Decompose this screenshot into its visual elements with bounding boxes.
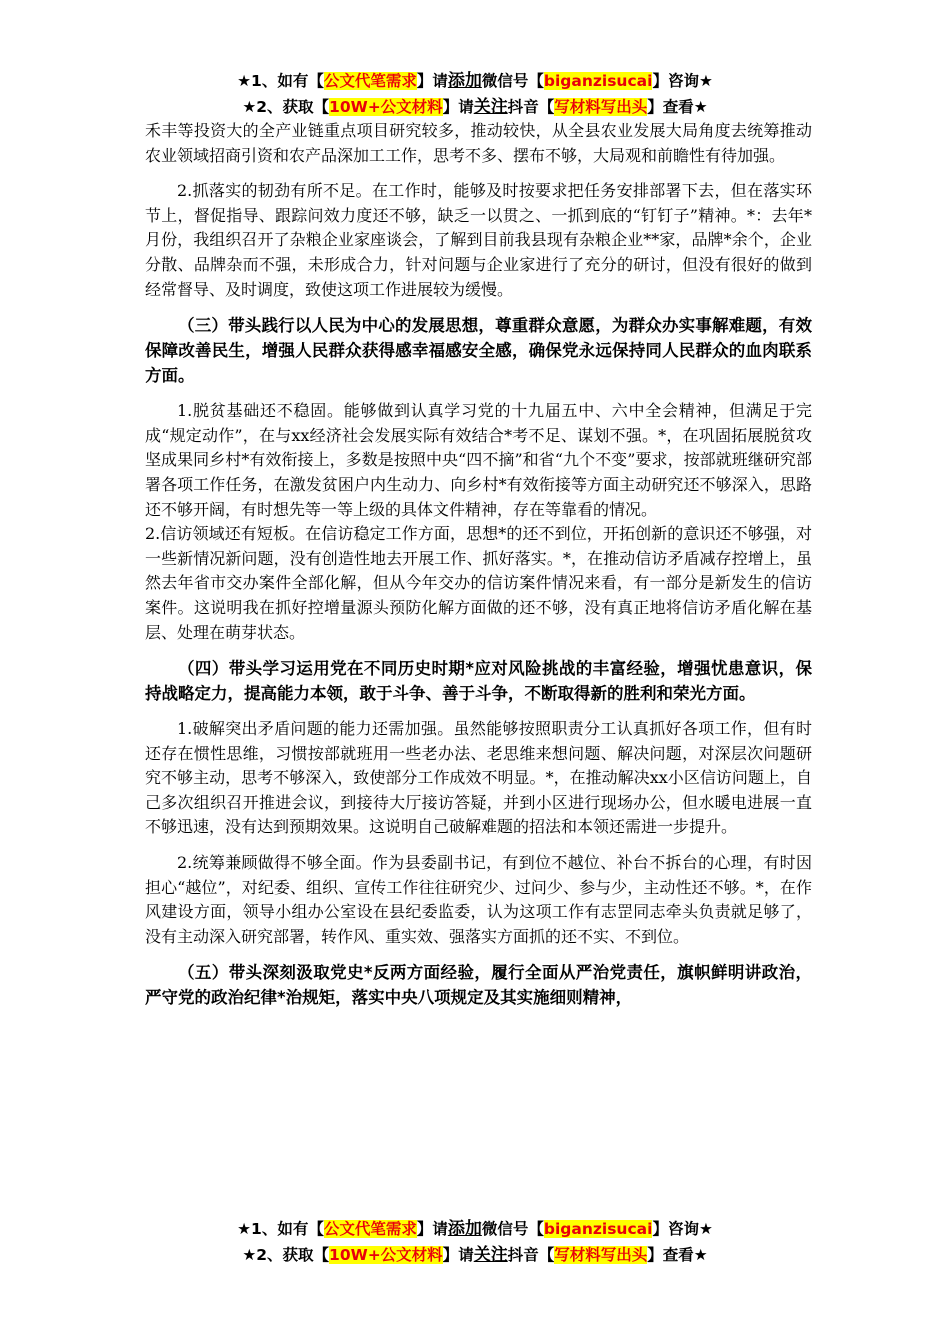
banner-emphasis: 添加	[447, 71, 482, 91]
banner-highlight: 写材料写出头	[554, 98, 648, 116]
top-banner	[0, 68, 950, 120]
banner-emphasis: 关注	[473, 97, 508, 117]
banner-highlight: 公文代笔需求	[323, 72, 417, 90]
banner-highlight: 写材料写出头	[554, 1246, 648, 1264]
banner-text: ★1、如有【	[237, 1220, 324, 1238]
paragraph-continued: 禾丰等投资大的全产业链重点项目研究较多，推动较快，从全县农业发展大局角度去统筹推动农业领域招商引资和农产品深加工工作，思考不多、摆布不够，大局观和前瞻性有待加强。	[145, 121, 812, 165]
banner-emphasis: 关注	[473, 1245, 508, 1265]
section-heading-3: （三）带头践行以人民为中心的发展思想，尊重群众意愿，为群众办实事解难题，有效保障改善民生，增强人民群众获得感幸福感安全感，确保党永远保持同人民群众的血肉联系方面。	[145, 316, 812, 386]
banner-text: 抖音【	[507, 1246, 555, 1264]
banner-highlight: biganzisucai	[543, 72, 653, 90]
paragraph-implementation: 2.抓落实的韧劲有所不足。在工作时，能够及时按要求把任务安排部署下去，但在落实环节上，督促指导、跟踪问效力度还不够，缺乏一以贯之、一抓到底的“钉钉子”精神。*：去年*月份，我组织召开了杂粮企业家座谈会，了解到目前我县现有杂粮企业**家，品牌*余个，企业分散、品牌杂而不强，未形成合力，针对问题与企业家进行了充分的研讨，但没有很好的做到经常督导、及时调度，致使这项工作进展较为缓慢。	[145, 181, 812, 299]
banner-text: 抖音【	[507, 98, 555, 116]
banner-text: 】咨询★	[652, 1220, 713, 1238]
banner-text: 】查看★	[647, 98, 708, 116]
banner-text: 微信号【	[481, 72, 544, 90]
paragraph-petition: 2.信访领域还有短板。在信访稳定工作方面，思想*的还不到位，开拓创新的意识还不够强，对一些新情况新问题，没有创造性地去开展工作、抓好落实。*，在推动信访矛盾减存控增上，虽然去年省市交办案件全部化解，但从今年交办的信访案件情况来看，有一部分是新发生的信访案件。这说明我在抓好控增量源头预防化解方面做的还不够，没有真正地将信访矛盾化解在基层、处理在萌芽状态。	[145, 524, 812, 642]
banner-highlight: 10W+公文材料	[329, 98, 443, 116]
banner-text: 】查看★	[647, 1246, 708, 1264]
banner-text: 】请	[442, 1246, 474, 1264]
banner-text: ★1、如有【	[237, 72, 324, 90]
banner-line-2	[0, 1242, 950, 1268]
banner-line-1	[0, 68, 950, 94]
paragraph-problem-solving: 1.破解突出矛盾问题的能力还需加强。虽然能够按照职责分工认真抓好各项工作，但有时还存在惯性思维，习惯按部就班用一些老办法、老思维来想问题、解决问题，对深层次问题研究不够主动，思考不够深入，致使部分工作成效不明显。*，在推动解决xx小区信访问题上，自己多次组织召开推进会议，到接待大厅接访答疑，并到小区进行现场办公，但水暖电进展一直不够迅速，没有达到预期效果。这说明自己破解难题的招法和本领还需进一步提升。	[145, 719, 812, 837]
paragraph-coordination: 2.统筹兼顾做得不够全面。作为县委副书记，有到位不越位、补台不拆台的心理，有时因担心“越位”，对纪委、组织、宣传工作往往研究少、过问少、参与少，主动性还不够。*，在作风建设方面，领导小组办公室设在县纪委监委，认为这项工作有志罡同志牵头负责就足够了，没有主动深入研究部署，转作风、重实效、强落实方面抓的还不实、不到位。	[145, 853, 812, 946]
banner-text: 】请	[442, 98, 474, 116]
banner-text: ★2、获取【	[242, 98, 330, 116]
document-body	[145, 119, 812, 1010]
banner-text: 微信号【	[481, 1220, 544, 1238]
paragraph-poverty: 1.脱贫基础还不稳固。能够做到认真学习党的十九届五中、六中全会精神，但满足于完成“规定动作”，在与xx经济社会发展实际有效结合*考不足、谋划不强。*，在巩固拓展脱贫攻坚成果同乡村*有效衔接上，多数是按照中央“四不摘”和省“九个不变”要求，按部就班继研究部署各项工作任务，在激发贫困户内生动力、向乡村*有效衔接等方面主动研究还不够深入，思路还不够开阔，有时想先等一等上级的具体文件精神，存在等靠看的情况。	[145, 401, 812, 519]
banner-line-2	[0, 94, 950, 120]
banner-text: ★2、获取【	[242, 1246, 330, 1264]
banner-highlight: 10W+公文材料	[329, 1246, 443, 1264]
section-heading-4: （四）带头学习运用党在不同历史时期*应对风险挑战的丰富经验，增强忧患意识，保持战略定力，提高能力本领，敢于斗争、善于斗争，不断取得新的胜利和荣光方面。	[145, 659, 812, 704]
banner-highlight: 公文代笔需求	[323, 1220, 417, 1238]
banner-text: 】请	[416, 1220, 448, 1238]
banner-text: 】请	[416, 72, 448, 90]
banner-emphasis: 添加	[447, 1219, 482, 1239]
banner-line-1	[0, 1216, 950, 1242]
bottom-banner	[0, 1216, 950, 1268]
section-heading-5: （五）带头深刻汲取党史*反两方面经验，履行全面从严治党责任，旗帜鲜明讲政治，严守党的政治纪律*治规矩，落实中央八项规定及其实施细则精神，	[145, 963, 812, 1008]
banner-highlight: biganzisucai	[543, 1220, 653, 1238]
banner-text: 】咨询★	[652, 72, 713, 90]
